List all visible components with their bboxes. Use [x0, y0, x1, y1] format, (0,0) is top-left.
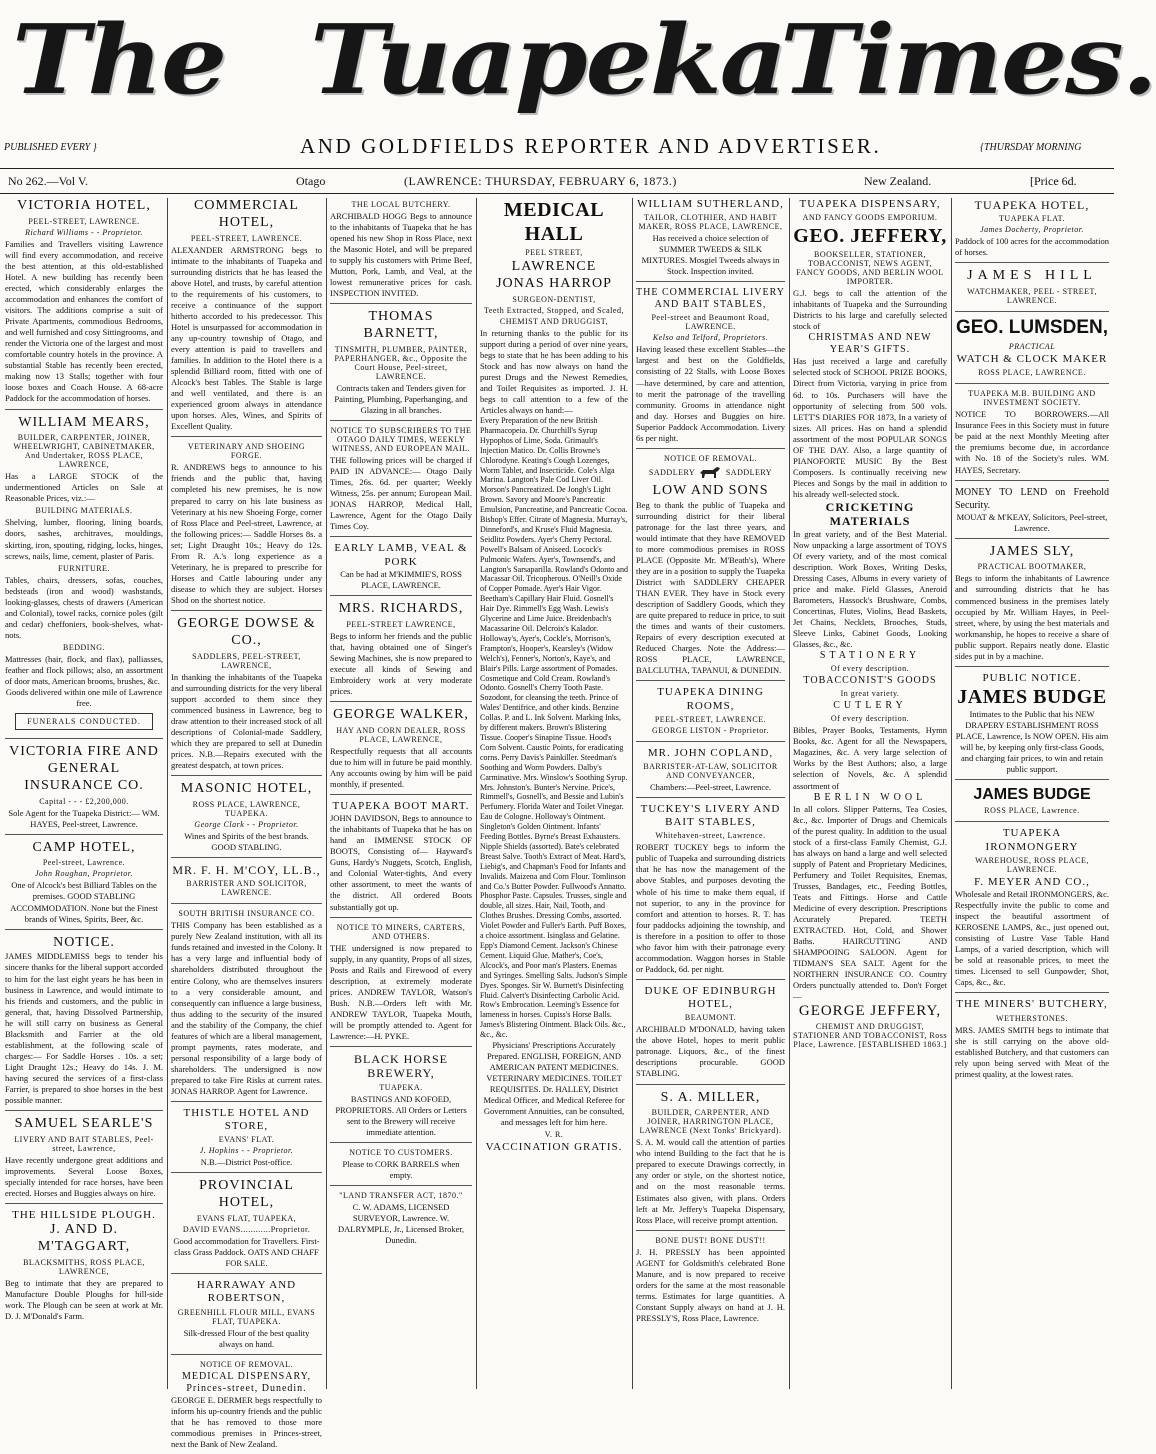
- ad-title: BONE DUST! BONE DUST!!: [655, 1235, 766, 1245]
- ad-body: R. ANDREWS begs to announce to his friends and the public that, having completed his new premises, he is now prepared to carry on his late business as Veterinary at his new Shoeing Forge, corner of Ross Place and Peel-street, Lawrence, at the following prices:— Saddle Horses 8s. a set; Light Draught 10s.; Heavy do 12s. From R. A.'s long experience as a Veterinary, he is prepared to prescribe for Horses and Cattle labouring under any disease to which they are subject. Horses Shod on the shortest notice.: [171, 462, 322, 605]
- ad-trade: BOOKSELLER, STATIONER, TOBACCONIST, NEWS AGENT, FANCY GOODS, AND BERLIN WOOL IMPORTER.: [796, 250, 944, 287]
- ad-title: TUAPEKA IRONMONGERY: [985, 827, 1079, 853]
- ad-prop: DAVID EVANS............Proprietor.: [182, 1225, 311, 1235]
- ad-place: LAWRENCE: [511, 259, 597, 274]
- ad-body: Can be had at M'KIMMIE'S, ROSS PLACE, LAWRENCE.: [340, 568, 462, 590]
- ad-harraway: [171, 1279, 322, 1354]
- ad-body: Mattresses (hair, flock, and flax), palliasses, feather and flock pillows; also, an assortment of door mats, American brooms, brushes, &c.: [5, 653, 163, 686]
- ad-body: Silk-dressed Flour of the best quality always on hand.: [183, 1327, 310, 1349]
- ad-body: Intimates to the Public that his NEW DRAPERY ESTABLISHMENT ROSS PLACE, Lawrence, Is NOW OPEN. His aim will be, by keeping only first-class Goods, and charging fair prices, to win and retain public support.: [955, 709, 1109, 775]
- ad-low-and-sons: [636, 454, 785, 682]
- ad-sub: SADDLERS, PEEL-STREET, LAWRENCE,: [192, 651, 301, 670]
- ad-title: TUAPEKA DISPENSARY,: [799, 198, 941, 210]
- ad-body: J. H. PRESSLY has been appointed AGENT for Goldsmith's celebrated Bone Manure, and is now prepared to receive orders for the same at the most reasonable terms. Estimates for large quantities. A Constant Supply always on hand at J. H. PRESSLY'S, Ross Place, Lawrence.: [636, 1246, 785, 1323]
- ad-body: Please to CORK BARRELS when empty.: [342, 1158, 460, 1181]
- ad-title: SAMUEL SEARLE'S: [14, 1116, 154, 1132]
- ad-title: GEORGE DOWSE & CO.,: [177, 616, 316, 648]
- ad-foot: Physicians' Prescriptions Accurately Prepared. ENGLISH, FOREIGN, AND AMERICAN PATENT MEDICINES. VETERINARY MEDICINES. TOILET REQUISITES. Dr. HALLEY, District Medical Officer, and Medical Referee for Government Annuities, can be consulted, and messages left for him here.: [483, 1040, 625, 1128]
- ad-sub: Peel-street, Lawrence.: [42, 858, 126, 868]
- ad-sub: GREENHILL FLOUR MILL, EVANS FLAT, TUAPEKA.: [177, 1307, 316, 1326]
- ad-name: GEO. JEFFERY,: [793, 225, 947, 248]
- ad-body: In returning thanks to the public for its support during a period of over nine years, begs to state that he has been adding to his Stock and has now always on hand the purest Drugs and the Newest Remedies, and Toilet Requisites as imported. J. H. begs to call attention to a few of the Articles always on hand:—: [480, 327, 628, 415]
- ad-james-hill: [955, 268, 1109, 312]
- ad-title: NOTICE TO SUBSCRIBERS TO THE OTAGO DAILY TIMES, WEEKLY WITNESS, AND EUROPEAN MAIL.: [330, 426, 472, 454]
- ad-title: NOTICE OF REMOVAL.: [663, 453, 758, 463]
- ad-body: GEORGE E. DERMER begs respectfully to inform his up-country friends and the public that he has removed to those more commodious premises in Princes-street, next the Bank of New Zealand.: [171, 1394, 322, 1449]
- ad-title: PROVINCIAL HOTEL,: [199, 1178, 294, 1211]
- ad-title: DUKE OF EDINBURGH HOTEL,: [644, 984, 777, 1011]
- ad-prop: George Clark - - Proprietor.: [194, 819, 299, 829]
- issue-date: (LAWRENCE: THURSDAY, FEBRUARY 6, 1873.): [404, 174, 677, 188]
- ad-dermer: [171, 1360, 322, 1454]
- ad-prop: GEORGE LISTON - Proprietor.: [652, 725, 769, 735]
- ad-thomas-barnett: [330, 309, 472, 421]
- ad-sub: PEEL-STREET, LAWRENCE.: [28, 216, 140, 226]
- column-1: [2, 198, 166, 1389]
- ad-notice-miners: [330, 923, 472, 1047]
- ad-land-transfer: [330, 1191, 472, 1250]
- ad-bone-dust: [636, 1236, 785, 1328]
- ad-title: WILLIAM MEARS,: [18, 414, 150, 430]
- ad-title: MEDICAL HALL: [503, 199, 605, 245]
- ad-title: JAMES BUDGE: [973, 786, 1091, 804]
- ad-body: MRS. JAMES SMITH begs to intimate that she is still carrying on the above old-established Butchery, and that customers can rely upon being served with Meat of the primest quality, at the lowest rates.: [955, 1024, 1109, 1079]
- ad-foot: CHEMIST AND DRUGGIST, STATIONER AND TOBACCONIST, Ross Place, Lawrence. [ESTABLISHED 1863.]: [793, 1022, 947, 1050]
- ad-sub: EVANS' FLAT.: [218, 1135, 275, 1145]
- masthead-subtitle: AND GOLDFIELDS REPORTER AND ADVERTISER.: [300, 134, 882, 158]
- thursday-morning: {THURSDAY MORNING: [980, 142, 1082, 153]
- ad-sub: EVANS FLAT, TUAPEKA,: [196, 1214, 297, 1224]
- ad-body: NOTICE TO BORROWERS.—All Insurance Fees in this Society must in future be paid at the next Monthly Meeting after the premiums become due, in accordance with No. 18 of the Society's rules. WM. HAYES, Secretary.: [955, 409, 1109, 475]
- ad-name: LOW AND SONS: [652, 482, 769, 498]
- ad-title: MR. JOHN COPLAND,: [647, 746, 774, 759]
- ad-title: "LAND TRANSFER ACT, 1870.": [339, 1191, 463, 1201]
- ad-list: Every Preparation of the new British Pharmacopeia. Dr. Churchill's Syrup Hypophos of Lime, Soda. Grimault's Injection Matico. Dr. Collis Browne's Chlorodyne. Keating's Cough Lozenges, Worm Tablet, and Insecticide. Cole's Alga Marina. Langton's Pale Cod Liver Oil. Morson's Pancreatized. De Jongh's Light Brown. Savory and Moore's Pancreatic Emulsion, Pancreatine, and Pancreatic Cocoa. Bishop's Effer. Citrate of Magnesia. Murray's, Dinneford's, and Kruse's Fluid Magnesia. Seidlitz Powders. Ayer's Cherry Pectoral. Powell's Balsam of Aniseed. Locock's Pulmonic Wafers. Ayer's, Townsend's, and Langton's Sarsaparilla. Rowland's Odonto and Macassar Oil. Tricopherous. O'Neill's Oxide of Copper Pomade. Ayer's Hair Vigor. Beetham's Capillary Hair Fluid. Gosnell's Hair Dye. Rimmell's Egg Wash. Lewis's Glycerine and Lime Juice. Breidenbach's Macassarine Oil. Delcroix's Kalador. Holloway's, Ayer's, Cockle's, Morrison's, Frampton's, Hooper's, Kearsley's (Widow Welch's), Fenner's, Norton's, Kaye's, and Blair's Pills. Large assortment of Pomades. Cosmetique and Cold Cream. Rowland's Odonto. Gosnell's Cherry Tooth Paste. Sozodont, for cleansing the teeth. Prince of Wales' Dentifrice, and other kinds. Benzine Collas. P. and L. Ink Solvent. Marking Inks, by different makers. Brown's Blistering Tissue. Cooper's Sinapine Tissue. Hood's Corn Solvent. Caustic Points, for eradicating corns. Perry Davis's Painkiller. Steedman's Soothing and Worm Powders. Dalby's Carminative. Mrs. Winslow's Soothing Syrup. Mrs. Johnston's. Bunter's Nervine. Price's, Rimmell's, Gosnell's, and Bessie and Lubin's Perfumery. Florida Water and Toilet Vinegar. Eau de Cologne. Holloway's Ointment. Singleton's Golden Ointment. Infants' Feeding Bottles. Byrne's Breast Exhausters. Nipple Shields (assorted). Bate's celebrated Breast Salve. Tooth's Extract of Meat. Hard's, Liebig's, and Chapman's Food for Infants and Invalids. Maizena and Corn Flour. Tomlinson and Co.'s Butter Powder. Fullwood's Annatto. Phosphor Paste. Capsules. Trusses, single and double, all sizes. Hair, Nail, Tooth, and Clothes Brushes. Dressing Combs, assorted. Violet Powder and Fuller's Earth. Puff Boxes, a choice assortment. Isinglass and Gelatine. Epp's Diamond Cement. Jackson's Chinese Cement. Liquid Glue. Mather's, Coe's, Alcock's, and Poor man's Plasters. Enemas and Syringes. Smelling Salts. Judson's Simple Dyes. Sponges. Sir W. Burnett's Disinfecting Fluid. Calvert's Disinfecting Carbolic Acid. Row's Embrocation. Leeming's Essence for lameness in horses. Cupiss's Horse Balls. James's Blistering Ointment. Black Oils. &c., &c., &c.: [480, 415, 628, 1040]
- ad-prop: John Roughan, Proprietor.: [35, 869, 133, 879]
- ad-title: THE MINERS' BUTCHERY,: [956, 998, 1108, 1011]
- ad-notice-customers: [330, 1148, 472, 1186]
- ad-title: THISTLE HOTEL AND STORE,: [183, 1107, 310, 1133]
- ad-prop: Richard Williams - - Proprietor.: [25, 227, 143, 237]
- funerals-box: FUNERALS CONDUCTED.: [15, 713, 153, 730]
- ad-body: Have recently undergone great additions and improvements. Several Loose Boxes, specially intended for race horses, have been erected. Horses and Buggies always on hire.: [5, 1154, 163, 1198]
- ad-ironmongery: [955, 827, 1109, 993]
- ad-commercial-livery: [636, 287, 785, 448]
- issue-country: New Zealand.: [864, 174, 932, 188]
- ad-notice-middlemiss: [5, 935, 163, 1111]
- ad-sub: PEEL-STREET, LAWRENCE.: [654, 714, 767, 724]
- ad-body: JAMES MIDDLEMISS begs to tender his sincere thanks for the liberal support accorded to him for the last eight years he has been in business in Lawrence, and would intimate to his friends and customers, and the public in general, that, having Dissolved Partnership, he will still carry on business as General Blacksmith and Farrier at the old establishment, at the following scale of charges:— For Saddle Horses . 10s. a set; Light Draught 12s.; Heavy do 14s. J. M. having secured the services of a first-class Farrier, is prepared to shoe horses in the best possible manner.: [5, 951, 163, 1106]
- ad-body: THE undersigned is now prepared to supply, in any quantity, Props of all sizes, Posts and Rails and Firewood of every description, at extremely moderate prices. ANDREW TAYLOR, Watson's Bush. N.B.—Orders left with Mr. ANDREW TAYLOR, Tuapeka Mouth, will be promptly attended to. Agent for Lawrence:—H. PYKE.: [330, 942, 472, 1041]
- ad-body: In great variety, and of the Best Material. Now unpacking a large assortment of TOYS Of every variety, and of the most comical description. Work Boxes, Writing Desks, Dressing Cases, Albums in every variety of price and make. Field Glasses, Aneroid Barometers, Hassock's Brushware, Combs, Concertinas, Flutes, Violins, Bead Baskets, Jet Chains, Necklets, Brooches, Studs, Sleeve Links, Cabinet Goods, Looking Glasses, &c., &c.: [793, 528, 947, 650]
- horse-icon: [697, 465, 723, 481]
- ad-body: Families and Travellers visiting Lawrence will find every accommodation, and receive the best attention, at this old-established Hotel. A new building has recently been erected, which considerably enlarges the accommodation and enhances the comfort of visitors. The additions comprise a suit of Private Apartments, commodious Bedrooms, and well furnished and cosy Sittingrooms, and render the Victoria one of the largest and most comfortable country hotels in the province. A substantial Stable has recently been erected, making now 13 Stalls; together with four loose boxes and Coach House. A 68-acre Paddock for the accommodation of horses.: [5, 238, 163, 404]
- ad-body: Good accommodation for Travellers. First-class Grass Paddock. OATS AND CHAFF FOR SALE.: [173, 1236, 320, 1269]
- ad-title: BLACK HORSE BREWERY,: [353, 1052, 448, 1081]
- ad-medical-hall: [480, 198, 628, 1159]
- ad-sub: WETHERSTONES.: [996, 1013, 1068, 1023]
- column-2: [168, 198, 325, 1449]
- ad-title: THE COMMERCIAL LIVERY AND BAIT STABLES,: [636, 287, 785, 311]
- ad-body: ARCHIBALD HOGG Begs to announce to the inhabitants of Tuapeka that he has opened his new Shop in Ross Place, next the Masonic Hotel, and will be prepared to supply his customers with Prime Beef, Mutton, Pork, Lamb, and Veal, at the lowest remunerative prices for cash. INSPECTION INVITED.: [330, 211, 472, 299]
- ad-body: Paddock of 100 acres for the accommodation of horses.: [955, 236, 1109, 258]
- ad-sub: TUAPEKA FLAT.: [999, 214, 1065, 224]
- ad-title: TUCKEY'S LIVERY AND BAIT STABLES,: [640, 802, 781, 829]
- ad-body: Respectfully requests that all accounts due to him will in future be paid monthly. Any accounts owing by him will be paid monthly, if presented.: [330, 745, 472, 789]
- ad-sub: HAY AND CORN DEALER, ROSS PLACE, LAWRENCE,: [336, 725, 466, 744]
- ad-miners-butchery: [955, 998, 1109, 1083]
- ad-body: THE following prices will be charged if PAID IN ADVANCE:— Otago Daily Times, 26s. 6d. per quarter; Weekly Witness, 25s. per annum; European Mail. JONAS HARROP, Medical Hall, Lawrence, Agent for the Otago Daily Times Coy.: [330, 455, 472, 532]
- ad-james-sly: [955, 544, 1109, 667]
- ad-title: VICTORIA HOTEL,: [17, 198, 151, 213]
- ad-body: One of Alcock's best Billiard Tables on the premises. GOOD STABLING ACCOMMODATION. None but the Finest brands of Wines, Spirits, Beer, &c.: [10, 880, 158, 924]
- ad-heading: BEDDING.: [63, 642, 105, 652]
- column-4: [477, 198, 631, 1389]
- ad-hillside-plough: [5, 1209, 163, 1326]
- ad-chemist: CHEMIST AND DRUGGIST,: [499, 316, 609, 326]
- ad-thistle-hotel: [171, 1107, 322, 1173]
- ad-title: NOTICE TO MINERS, CARTERS, AND OTHERS.: [336, 922, 466, 941]
- ad-title: THE HILLSIDE PLOUGH.: [12, 1209, 156, 1222]
- ad-sub: WATCHMAKER, PEEL - STREET, LAWRENCE.: [967, 287, 1097, 306]
- ad-title: NOTICE OF REMOVAL.: [199, 1359, 294, 1369]
- ad-vr: V. R.: [544, 1130, 564, 1140]
- ad-title: MASONIC HOTEL,: [180, 781, 313, 797]
- ad-prop: J. Hopkins - - Proprietor.: [199, 1146, 294, 1156]
- ad-title: VETERINARY AND SHOEING FORGE.: [187, 442, 306, 461]
- ad-title: TUAPEKA DINING ROOMS,: [657, 686, 764, 712]
- ad-sub: ROSS PLACE, Lawrence.: [984, 806, 1080, 816]
- saddlery-right: SADDLERY: [725, 467, 773, 477]
- ad-title: MONEY TO LEND on Freehold Security.: [955, 486, 1109, 511]
- ad-commercial-hotel: [171, 198, 322, 437]
- ad-sub: WAREHOUSE, ROSS PLACE, LAWRENCE.: [975, 855, 1089, 874]
- ad-title: THOMAS BARNETT,: [363, 309, 439, 342]
- ad-berlin: BERLIN WOOL: [813, 791, 927, 803]
- ad-early-lamb: [330, 542, 472, 595]
- saddlery-left: SADDLERY: [648, 467, 695, 477]
- ad-body: ROBERT TUCKEY begs to inform the public of Tuapeka and surrounding districts that he has now the management of the above Stables, and purposes devoting the whole of his time to make them equal, if not superior, to any in the province for comfort and attention to horses. R. T. has four paddocks adjoining the township, and is therefore in a position to offer to those who favor him with their patronage every accommodation. Waggon horses in Stable or Paddock, 6d. per night.: [636, 842, 785, 974]
- ad-cricket: CRICKETING MATERIALS: [825, 499, 915, 529]
- ad-james-budge: [955, 785, 1109, 822]
- columns: [0, 198, 1114, 1449]
- ad-mccoy: [171, 863, 322, 904]
- ad-title: MR. F. H. M'COY, LL.B.,: [172, 862, 321, 877]
- column-3: [327, 198, 475, 1389]
- saddlery-row: [636, 465, 785, 481]
- ad-title: COMMERCIAL HOTEL,: [194, 198, 299, 230]
- ad-name: GEORGE JEFFERY,: [798, 1003, 942, 1020]
- masthead-title-the: The: [12, 2, 226, 117]
- ad-body: C. W. ADAMS, LICENSED SURVEYOR, Lawrence. W. DALRYMPLE, Jr., Licensed Broker, Dunedin.: [338, 1202, 464, 1246]
- ad-title: TUAPEKA HOTEL,: [974, 198, 1090, 212]
- ad-sub: Peel-street and Beaumont Road, LAWRENCE.: [651, 313, 770, 332]
- ad-xmas: CHRISTMAS AND NEW YEAR'S GIFTS.: [808, 332, 932, 356]
- column-5: [633, 198, 788, 1389]
- ad-body: Has a LARGE STOCK of the undermentioned Articles on Sale at Reasonable Prices, viz.:—: [5, 471, 163, 504]
- ad-tuapeka-hotel: [955, 198, 1109, 263]
- ad-body: Wholesale and Retail IRONMONGERS, &c. Respectfully invite the public to come and inspect the beautiful assortment of KEROSENE LAMPS, &c., just opened out, consisting of Lustre Vase Table Hand Lamps, of a varied description, which will be sold at reasonable prices, to meet the times. Licensed to sell Gunpowder, Shot, Caps, &c., &c.: [955, 889, 1109, 988]
- ad-title: S. A. MILLER,: [660, 1089, 761, 1105]
- ad-title: THE LOCAL BUTCHERY.: [351, 200, 451, 209]
- ad-title: MRS. RICHARDS,: [338, 600, 464, 616]
- masthead: [0, 0, 1156, 200]
- ad-trade: SURGEON-DENTIST,: [512, 294, 596, 304]
- ad-body: Has just received a large and carefully selected stock of SCHOOL PRIZE BOOKS, Direct from Victoria, varying in price from 6d. to 10s. Purchasers will have the opportunity of selecting from 500 vols. LETT'S DIARIES FOR 1873, In a variety of sizes. All prices. Has on hand a splendid assortment of the most POPULAR SONGS OF THE DAY. Also, a large quantity of PIANOFORTE MUSIC By the Best Composers. Is continually receiving new Pieces and Songs by the mail in addition to his already well-selected stock.: [793, 356, 947, 499]
- ad-body: Beg to thank the public of Tuapeka and surrounding district for their liberal patronage for the last three years, and would intimate that they have REMOVED to more commodious premises in ROSS PLACE (Opposite Mr. M'Beath's), Where they are in a position to supply the Tuapeka District with SADDLERY CHEAPER THAN EVER. They have in Stock every description of Saddlery Goods, which they are quite prepared to reduce in price, to suit the times and wants of their customers. Repairs of every description executed at Reduced Charges. Note the Address:— ROSS PLACE, LAWRENCE, BALCLUTHA, TAPANUI, & DUNEDIN.: [636, 499, 785, 676]
- ad-body: JOHN DAVIDSON, Begs to announce to the inhabitants of Tuapeka that he has on hand an IMMENSE STOCK OF BOOTS, Consisting of— Hayward's Guns, Hardy's Nuggets, Scotch, English, and Colonial Water-tights, And every other assortment, to meet the wants of the district. All ordered Boots substantially got up.: [330, 813, 472, 912]
- top-rule: [0, 168, 1114, 169]
- ad-stationery: STATIONERY: [819, 650, 921, 662]
- ad-body: Sole Agent for the Tuapeka District:— WM. HAYES, Peel-street, Lawrence.: [8, 807, 160, 829]
- ad-tuckey: [636, 803, 785, 980]
- ad-sub: LIVERY AND BAIT STABLES, Peel-street, Lawrence,: [14, 1134, 154, 1153]
- ad-copland: [636, 747, 785, 798]
- ad-title: JAMES SLY,: [989, 543, 1075, 559]
- ad-body: Bibles, Prayer Books, Testaments, Hymn Books, &c. Agent for all the Newspapers, Magazines, &c. A very large selection of Works by the Best Authors; also, a large selection of Novels, &c. A splendid assortment of: [793, 725, 947, 791]
- ad-tobacconist: TOBACCONIST'S GOODS: [803, 675, 937, 687]
- ad-prop: Kelso and Telford, Proprietors.: [652, 333, 769, 343]
- ad-title: TUAPEKA M.B. BUILDING AND INVESTMENT SOCIETY.: [968, 389, 1096, 408]
- ad-tuapeka-dispensary: [793, 198, 947, 1055]
- ad-samuel-searle: [5, 1116, 163, 1204]
- ad-title: JAMES HILL: [967, 268, 1097, 284]
- ad-body: Contracts taken and Tenders given for Painting, Plumbing, Paperhanging, and Glazing in all branches.: [334, 382, 468, 416]
- ad-dining-rooms: [636, 686, 785, 741]
- ad-trade: WATCH & CLOCK MAKER: [956, 353, 1108, 366]
- ad-body: Wines and Spirits of the best brands. GOOD STABLING.: [184, 830, 309, 852]
- ad-sub: PEEL-STREET LAWRENCE,: [346, 619, 456, 629]
- ad-body: Begs to inform her friends and the public that, having obtained one of Singer's Sewing Machines, she is now prepared to execute all kinds of Sewing and Embroidery work at very moderate prices.: [330, 630, 472, 696]
- ad-victoria-hotel: [5, 198, 163, 410]
- ad-camp-hotel: [5, 840, 163, 930]
- issue-price: [Price 6d.: [1030, 174, 1077, 188]
- ad-sub: MEDICAL DISPENSARY, Princes-street, Dunedin.: [181, 1370, 312, 1394]
- ad-black-horse: [330, 1052, 472, 1143]
- ad-title: J. AND D. M'TAGGART,: [37, 1222, 131, 1255]
- ad-title: VICTORIA FIRE AND GENERAL INSURANCE CO.: [9, 744, 159, 793]
- ad-body: In thanking the inhabitants of the Tuapeka and surrounding districts for the very liberal support accorded to them since they commenced business in Lawrence, beg to draw attention to their increased stock of all descriptions of Colonial-made Saddlery, which they are prepared to sell at Dunedin prices. N.B.—Repairs executed with the greatest despatch, at town prices.: [171, 671, 322, 770]
- ad-name: F. MEYER AND CO.,: [974, 875, 1090, 888]
- ad-sub: TUAPEKA.: [379, 1082, 423, 1092]
- ad-heading: BUILDING MATERIALS.: [35, 506, 133, 516]
- ad-body: Chambers:—Peel-street, Lawrence.: [649, 781, 772, 792]
- ad-body: ROSS PLACE, LAWRENCE.: [978, 368, 1086, 378]
- ad-body: ARCHIBALD M'DONALD, having taken the above Hotel, hopes to merit public patronage. Liquors, &c., of the finest descriptions procurable. GOOD STABLING.: [636, 1024, 785, 1079]
- ad-teeth: Teeth Extracted, Stopped, and Scaled,: [484, 305, 624, 315]
- ad-body: MOUAT & M'KEAY, Solicitors, Peel-street, Lawrence.: [956, 511, 1108, 533]
- ad-body: In all colors. Slipper Patterns, Tea Cosies, &c., &c. Importer of Drugs and Chemicals of the purest quality. In addition to the usual stock of a first-class Family Chemist, G.J. has always on hand a large and well selected supply of Patent and Proprietary Medicines, Perfumery and Toilet Requisites, Enemas, Trusses, Bandages, etc., Feeding Bottles, Teats and Fittings. Horse and Cattle Medicine of every description. Prescriptions Accurately Prepared. TEETH EXTRACTED. Hot, Cold, and Shower Baths. HAIRCUTTING AND SHAMPOOING SALOON. Agent for TIDMAN'S SEA SALT. Agent for the NORTHERN INSURANCE CO. Country Orders punctually attended to. Don't Forget—: [793, 803, 947, 1002]
- ad-prop: James Docherty, Proprietor.: [980, 225, 1084, 235]
- ad-sub: Whitehaven-street, Lawrence.: [655, 831, 766, 841]
- ad-tobacconist-sub: In great variety.: [840, 689, 900, 699]
- ad-body: Beg to intimate that they are prepared to Manufacture Double Ploughs for hill-side work. The Plough can be seen at work at Mr. D. J. M'Donald's Farm.: [5, 1277, 163, 1321]
- ad-sub: PEEL STREET,: [525, 248, 583, 257]
- ad-body: N.B.—District Post-office.: [200, 1157, 293, 1168]
- ad-sutherland: [636, 198, 785, 282]
- ad-title: CAMP HOTEL,: [32, 839, 136, 855]
- ad-sub: BUILDER, CARPENTER, JOINER, WHEELWRIGHT, CABINETMAKER, And Undertaker, ROSS PLACE, LAWRENCE,: [13, 433, 155, 470]
- ad-sub: BLACKSMITHS, ROSS PLACE, LAWRENCE,: [23, 1257, 145, 1276]
- ad-title: GEO. LUMSDEN,: [955, 317, 1108, 339]
- ad-sub: TAILOR, CLOTHIER, AND HABIT MAKER, ROSS PLACE, LAWRENCE,: [638, 213, 783, 232]
- ad-capital: Capital - - - £2,200,000.: [39, 796, 129, 806]
- ad-title: SOUTH BRITISH INSURANCE CO.: [178, 909, 315, 919]
- ad-body: S. A. M. would call the attention of parties who intend Building to the fact that he is prepared to execute Drawings correctly, in any order or style, on the shortest notice, and on the most reasonable terms. Estimates also given, with plans. Orders left at Mr. Jeffery's Tuapeka Dispensary, Ross Place, will receive prompt attention.: [636, 1137, 785, 1225]
- ad-cutlery-sub: Of every description.: [830, 714, 910, 724]
- ad-local-butchery: [330, 200, 472, 304]
- ad-veterinary: [171, 442, 322, 611]
- ad-body: BASTINGS AND KOFOED, PROPRIETORS. All Orders or Letters sent to the Brewery will receive immediate attention.: [335, 1093, 467, 1137]
- ad-title: HARRAWAY AND ROBERTSON,: [196, 1279, 297, 1305]
- ad-sub: PRACTICAL: [1008, 342, 1056, 352]
- ad-body: Has received a choice selection of SUMMER TWEEDS & SILK MIXTURES. Mosgiel Tweeds always in Stock. Inspection invited.: [641, 233, 780, 277]
- ad-vaccination: VACCINATION GRATIS.: [485, 1141, 623, 1154]
- dateline-rule: [0, 193, 1114, 194]
- ad-sub: PEEL-STREET, LAWRENCE.: [190, 233, 303, 243]
- ad-william-mears: [5, 415, 163, 740]
- ad-title: GEORGE WALKER,: [333, 706, 469, 722]
- ad-sub: BUILDER, CARPENTER, AND JOINER, HARRINGTON PLACE, LAWRENCE (Next Tonks' Brickyard).: [639, 1108, 782, 1136]
- column-6: [790, 198, 950, 1389]
- ad-provincial-hotel: [171, 1178, 322, 1274]
- ad-sub: ROSS PLACE, LAWRENCE, TUAPEKA.: [192, 799, 301, 818]
- ad-body: Goods delivered within one mile of Lawrence free.: [5, 687, 163, 709]
- column-7: [952, 198, 1112, 1389]
- ad-boot-mart: [330, 800, 472, 918]
- ad-body: G.J. begs to call the attention of the inhabitants of Tuapeka and the Surrounding Districts to his large and carefully selected stock of: [793, 288, 947, 332]
- ad-name: JAMES BUDGE: [957, 686, 1107, 708]
- ad-sub: TINSMITH, PLUMBER, PAINTER, PAPERHANGER, &c., Opposite the Court House, Peel-street, LAWRENCE.: [334, 344, 468, 381]
- ad-mrs-richards: [330, 601, 472, 702]
- ad-body: Having leased these excellent Stables—the largest and best on the Goldfields, consisting of 22 Stalls, with Loose Boxes—have determined, by care and attention, to merit the patronage of the travelling community. Grooms in attendance night and day. Horses and Buggies on hire. Superior Paddock Accommodation. Livery 6s per night.: [636, 344, 785, 443]
- ad-sub: BARRISTER-AT-LAW, SOLICITOR AND CONVEYANCER,: [643, 761, 778, 780]
- ad-george-dowse: [171, 616, 322, 776]
- ad-stationery-sub: Of every description.: [830, 664, 910, 674]
- ad-sub: PRACTICAL BOOTMAKER,: [977, 562, 1087, 572]
- ad-body: THIS Company has been established as a purely New Zealand institution, with all its funds retained and invested in the Colony. It has a very large and influential body of shareholders distributed throughout the entire Colony, who are themselves insurers to a very considerable amount, and consequently can influence a large business, thus adding to the security of the insured and the stability of the Company, the chief features of which are a liberal management, prompt payments, rates moderate, and personal responsibility of a large body of shareholders. The undersigned is now prepared to take Fire Risks at current rates. JONAS HARROP. Agent for Lawrence.: [171, 920, 322, 1096]
- ad-subscribers: [330, 426, 472, 537]
- published-every: PUBLISHED EVERY }: [4, 142, 97, 153]
- ad-duke-edinburgh: [636, 985, 785, 1085]
- ad-heading: FURNITURE.: [58, 563, 110, 573]
- ad-lumsden: [955, 317, 1109, 384]
- ad-name: JONAS HARROP: [496, 275, 612, 291]
- ad-public-notice: [955, 672, 1109, 780]
- ad-victoria-insurance: [5, 744, 163, 834]
- ad-title: TUAPEKA BOOT MART.: [332, 799, 470, 812]
- issue-number: No 262.—Vol V.: [8, 174, 89, 188]
- ad-sub: BEAUMONT.: [684, 1013, 737, 1023]
- ad-body: Shelving, lumber, flooring, lining boards, doors, sashes, architraves, mouldings, skirting, iron, spouting, ridging, locks, hinges, screws, nails, lime, cement, plaster of Paris.: [5, 517, 163, 561]
- ad-title: WILLIAM SUTHERLAND,: [637, 198, 784, 210]
- ad-south-british: [171, 909, 322, 1102]
- ad-title: NOTICE.: [53, 934, 115, 950]
- ad-masonic-hotel: [171, 781, 322, 858]
- ad-building-society: [955, 389, 1109, 480]
- ad-title: PUBLIC NOTICE.: [982, 671, 1082, 684]
- masthead-title-tuapeka: Tuapeka: [310, 2, 786, 117]
- issue-place: Otago: [296, 174, 326, 188]
- ad-george-walker: [330, 707, 472, 795]
- ad-sub: BARRISTER AND SOLICITOR, LAWRENCE.: [186, 879, 307, 898]
- ad-cutlery: CUTLERY: [833, 700, 907, 712]
- ad-sub: AND FANCY GOODS EMPORIUM.: [802, 213, 938, 223]
- ad-title: EARLY LAMB, VEAL & PORK: [334, 542, 468, 568]
- ad-body: Tables, chairs, dressers, sofas, couches, bedsteads (iron and wood) washstands, looking-glasses, chests of drawers (American and Colonial), towel racks, cornice poles (gilt and cedar) cheffoniers, book-shelves, what-nots.: [5, 574, 163, 640]
- ad-body: Begs to inform the inhabitants of Lawrence and surrounding districts that he has commenced business in the premises lately occupied by Mr. William Hayes, in Peel-street, where, by using the best materials and workmanship, he hopes to receive a share of public support. Repairs neatly done. Elastic sides put in by a machine.: [955, 573, 1109, 661]
- ad-title: NOTICE TO CUSTOMERS.: [349, 1147, 453, 1157]
- ad-miller: [636, 1090, 785, 1231]
- masthead-title-times: Times.: [780, 2, 1156, 117]
- ad-body: ALEXANDER ARMSTRONG begs to intimate to the inhabitants of Tuapeka and surrounding districts that he has leased the above Hotel, and trusts, by careful attention to the requirements of his customers, to receive a continuance of the support hitherto accorded to his predecessor. This Hotel is unsurpassed for accommodation in any up-country township of Otago, and every attention is paid to travellers and families. In addition to the Hotel there is a splendid Billiard room, fitted with one of Alcock's best Tables. The Stable is large and well ventilated, and there is an experienced groom always in attendance upon horses. Ales, Wines, and Spirits of Excellent Quality.: [171, 244, 322, 432]
- ad-money-to-lend: [955, 486, 1109, 539]
